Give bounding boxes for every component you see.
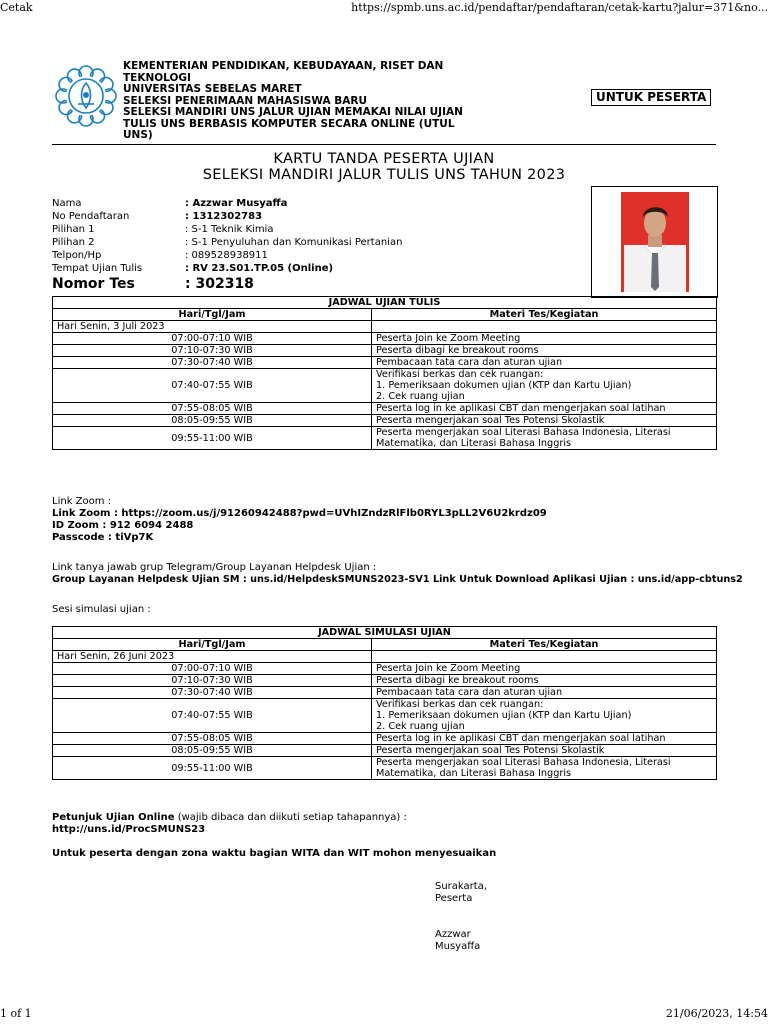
activity-cell: [372, 663, 717, 675]
time-cell: 07:10-07:30 WIB: [53, 675, 372, 687]
activity-line: 1. Pemeriksaan dokumen ujian (KTP dan Kartu Ujian): [376, 710, 632, 721]
info-label: Nama: [52, 198, 82, 209]
time-cell: 07:10-07:30 WIB: [53, 345, 372, 357]
info-label: Pilihan 2: [52, 237, 95, 248]
empty-cell: [372, 651, 717, 663]
table-row: [53, 427, 717, 450]
table-row: [53, 415, 717, 427]
page-title: Cetak: [0, 1, 33, 14]
petunjuk-note: (wajib dibaca dan diikuti setiap tahapannya) :: [174, 812, 407, 823]
print-footer: [0, 1006, 768, 1022]
uns-logo: [54, 64, 118, 128]
info-label: Tempat Ujian Tulis: [52, 263, 143, 274]
day-cell: Hari Senin, 26 Juni 2023: [53, 651, 372, 663]
page-url[interactable]: https://spmb.uns.ac.id/pendaftar/pendaftaran/cetak-kartu?jalur=371&no...: [351, 1, 768, 14]
info-row: [52, 210, 592, 223]
petunjuk-line: [52, 812, 752, 824]
time-cell: 07:30-07:40 WIB: [53, 357, 372, 369]
activity-line: Matematika, dan Literasi Bahasa Inggris: [376, 768, 572, 779]
participant-info: [52, 197, 592, 275]
activity-line: Peserta log in ke aplikasi CBT dan mengerjakan soal latihan: [376, 733, 666, 744]
activity-line: Peserta mengerjakan soal Literasi Bahasa Indonesia, Literasi: [376, 757, 671, 768]
table-header-row: [53, 309, 717, 321]
table-day-row: [53, 321, 717, 333]
table-row: [53, 333, 717, 345]
petunjuk-link[interactable]: http://uns.id/ProcSMUNS23: [52, 824, 206, 835]
info-value: : 089528938911: [185, 250, 268, 261]
info-label: Telpon/Hp: [52, 250, 102, 261]
column-header: Materi Tes/Kegiatan: [372, 309, 717, 321]
activity-line: Peserta Join ke Zoom Meeting: [376, 333, 521, 344]
time-cell: 07:40-07:55 WIB: [53, 699, 372, 733]
header-line: SELEKSI PENERIMAAN MAHASISWA BARU: [123, 94, 367, 107]
jadwal-ujian-table: [52, 296, 717, 450]
zona-waktu-note: Untuk peserta dengan zona waktu bagian WITA dan WIT mohon menyesuaikan: [52, 848, 497, 859]
table-row: [53, 745, 717, 757]
info-row: [52, 223, 592, 236]
activity-cell: [372, 357, 717, 369]
table-row: [53, 369, 717, 403]
card-title-line1: KARTU TANDA PESERTA UJIAN: [273, 151, 495, 167]
column-header: Hari/Tgl/Jam: [53, 309, 372, 321]
time-cell: 07:55-08:05 WIB: [53, 733, 372, 745]
activity-line: Pembacaan tata cara dan aturan ujian: [376, 357, 563, 368]
activity-line: Peserta mengerjakan soal Tes Potensi Skolastik: [376, 415, 605, 426]
table-title: JADWAL SIMULASI UJIAN: [53, 627, 717, 639]
helpdesk-info: [52, 562, 762, 586]
table-day-row: [53, 651, 717, 663]
activity-line: 2. Cek ruang ujian: [376, 721, 465, 732]
time-cell: 08:05-09:55 WIB: [53, 415, 372, 427]
activity-cell: [372, 745, 717, 757]
column-header: Materi Tes/Kegiatan: [372, 639, 717, 651]
zoom-passcode: Passcode : tiVp7K: [52, 532, 154, 543]
info-value: : 1312302783: [185, 211, 263, 222]
card-title: [52, 151, 716, 183]
table-title-row: [53, 297, 717, 309]
table-row: [53, 403, 717, 415]
info-row: [52, 197, 592, 210]
untuk-peserta-badge: UNTUK PESERTA: [591, 89, 711, 106]
simulasi-heading: Sesi simulasi ujian :: [52, 604, 151, 615]
petunjuk-info: [52, 812, 752, 836]
activity-line: Peserta dibagi ke breakout rooms: [376, 345, 539, 356]
time-cell: 09:55-11:00 WIB: [53, 427, 372, 450]
page-count: 1 of 1: [0, 1007, 32, 1020]
info-value: : RV 23.S01.TP.05 (Online): [185, 263, 334, 274]
activity-line: Peserta dibagi ke breakout rooms: [376, 675, 539, 686]
activity-line: 2. Cek ruang ujian: [376, 391, 465, 402]
time-cell: 07:55-08:05 WIB: [53, 403, 372, 415]
info-value: : S-1 Penyuluhan dan Komunikasi Pertanian: [185, 237, 403, 248]
time-cell: 08:05-09:55 WIB: [53, 745, 372, 757]
jadwal-simulasi-table: [52, 626, 717, 780]
card-title-line2: SELEKSI MANDIRI JALUR TULIS UNS TAHUN 2023: [202, 167, 566, 183]
table-row: [53, 663, 717, 675]
print-header: [0, 0, 768, 16]
nomor-tes-value: : 302318: [185, 276, 254, 292]
activity-cell: [372, 757, 717, 780]
signature-role: Peserta: [435, 893, 473, 904]
uns-logo-icon: [54, 64, 118, 128]
nomor-tes: [52, 276, 254, 292]
table-row: [53, 675, 717, 687]
activity-cell: [372, 733, 717, 745]
table-row: [53, 699, 717, 733]
activity-line: Verifikasi berkas dan cek ruangan:: [376, 369, 544, 380]
signature-name-1: Azzwar: [435, 929, 471, 940]
table-row: [53, 733, 717, 745]
header-line: KEMENTERIAN PENDIDIKAN, KEBUDAYAAN, RISET DAN: [123, 60, 444, 72]
time-cell: 07:30-07:40 WIB: [53, 687, 372, 699]
activity-line: Verifikasi berkas dan cek ruangan:: [376, 699, 544, 710]
table-row: [53, 357, 717, 369]
nomor-tes-label: Nomor Tes: [52, 276, 135, 292]
info-label: No Pendaftaran: [52, 211, 130, 222]
activity-line: Peserta mengerjakan soal Tes Potensi Skolastik: [376, 745, 605, 756]
zoom-id: ID Zoom : 912 6094 2488: [52, 520, 194, 531]
header-line: SELEKSI MANDIRI UNS JALUR UJIAN MEMAKAI NILAI UJIAN: [123, 106, 463, 118]
signature-city: Surakarta,: [435, 881, 488, 892]
print-datetime: 21/06/2023, 14:54: [665, 1007, 768, 1020]
activity-cell: [372, 675, 717, 687]
table-title: JADWAL UJIAN TULIS: [53, 297, 717, 309]
day-cell: Hari Senin, 3 Juli 2023: [53, 321, 372, 333]
table-header-row: [53, 639, 717, 651]
header-line: TULIS UNS BERBASIS KOMPUTER SECARA ONLINE (UTUL UNS): [123, 117, 455, 141]
activity-line: Matematika, dan Literasi Bahasa Inggris: [376, 438, 572, 449]
petunjuk-label: Petunjuk Ujian Online: [52, 812, 175, 823]
activity-line: Peserta Join ke Zoom Meeting: [376, 663, 521, 674]
table-row: [53, 757, 717, 780]
info-label: Pilihan 1: [52, 224, 95, 235]
table-row: [53, 345, 717, 357]
header-line: TEKNOLOGI: [123, 71, 191, 84]
activity-cell: [372, 699, 717, 733]
zoom-info: [52, 496, 752, 544]
participant-photo-image: [592, 187, 717, 297]
activity-cell: [372, 333, 717, 345]
helpdesk-link[interactable]: Group Layanan Helpdesk Ujian SM : uns.id/HelpdeskSMUNS2023-SV1 Link Untuk Download Aplikasi Ujian : uns.id/app-cbtuns2: [52, 574, 743, 585]
signature-space: [435, 905, 487, 929]
activity-line: 1. Pemeriksaan dokumen ujian (KTP dan Kartu Ujian): [376, 380, 632, 391]
time-cell: 07:00-07:10 WIB: [53, 663, 372, 675]
info-row: [52, 236, 592, 249]
info-value: : Azzwar Musyaffa: [185, 198, 288, 209]
column-header: Hari/Tgl/Jam: [53, 639, 372, 651]
institution-header: [123, 61, 483, 142]
activity-line: Pembacaan tata cara dan aturan ujian: [376, 687, 563, 698]
activity-cell: [372, 415, 717, 427]
info-value: : S-1 Teknik Kimia: [185, 224, 274, 235]
helpdesk-heading: Link tanya jawab grup Telegram/Group Layanan Helpdesk Ujian :: [52, 562, 377, 573]
header-line: UNIVERSITAS SEBELAS MARET: [123, 83, 302, 95]
header-divider: [52, 144, 716, 145]
activity-cell: [372, 427, 717, 450]
activity-cell: [372, 369, 717, 403]
info-row: [52, 262, 592, 275]
time-cell: 07:00-07:10 WIB: [53, 333, 372, 345]
activity-line: Peserta mengerjakan soal Literasi Bahasa Indonesia, Literasi: [376, 427, 671, 438]
info-row: [52, 249, 592, 262]
activity-line: Peserta log in ke aplikasi CBT dan mengerjakan soal latihan: [376, 403, 666, 414]
signature-block: [435, 881, 487, 953]
signature-name-2: Musyaffa: [435, 941, 481, 952]
empty-cell: [372, 321, 717, 333]
table-row: [53, 687, 717, 699]
activity-cell: [372, 345, 717, 357]
time-cell: 07:40-07:55 WIB: [53, 369, 372, 403]
activity-cell: [372, 687, 717, 699]
time-cell: 09:55-11:00 WIB: [53, 757, 372, 780]
activity-cell: [372, 403, 717, 415]
zoom-heading: Link Zoom :: [52, 496, 112, 507]
zoom-link[interactable]: Link Zoom : https://zoom.us/j/91260942488?pwd=UVhIZndzRlFlb0RYL3pLL2V6U2krdz09: [52, 508, 547, 519]
participant-photo: [591, 186, 718, 298]
table-title-row: [53, 627, 717, 639]
